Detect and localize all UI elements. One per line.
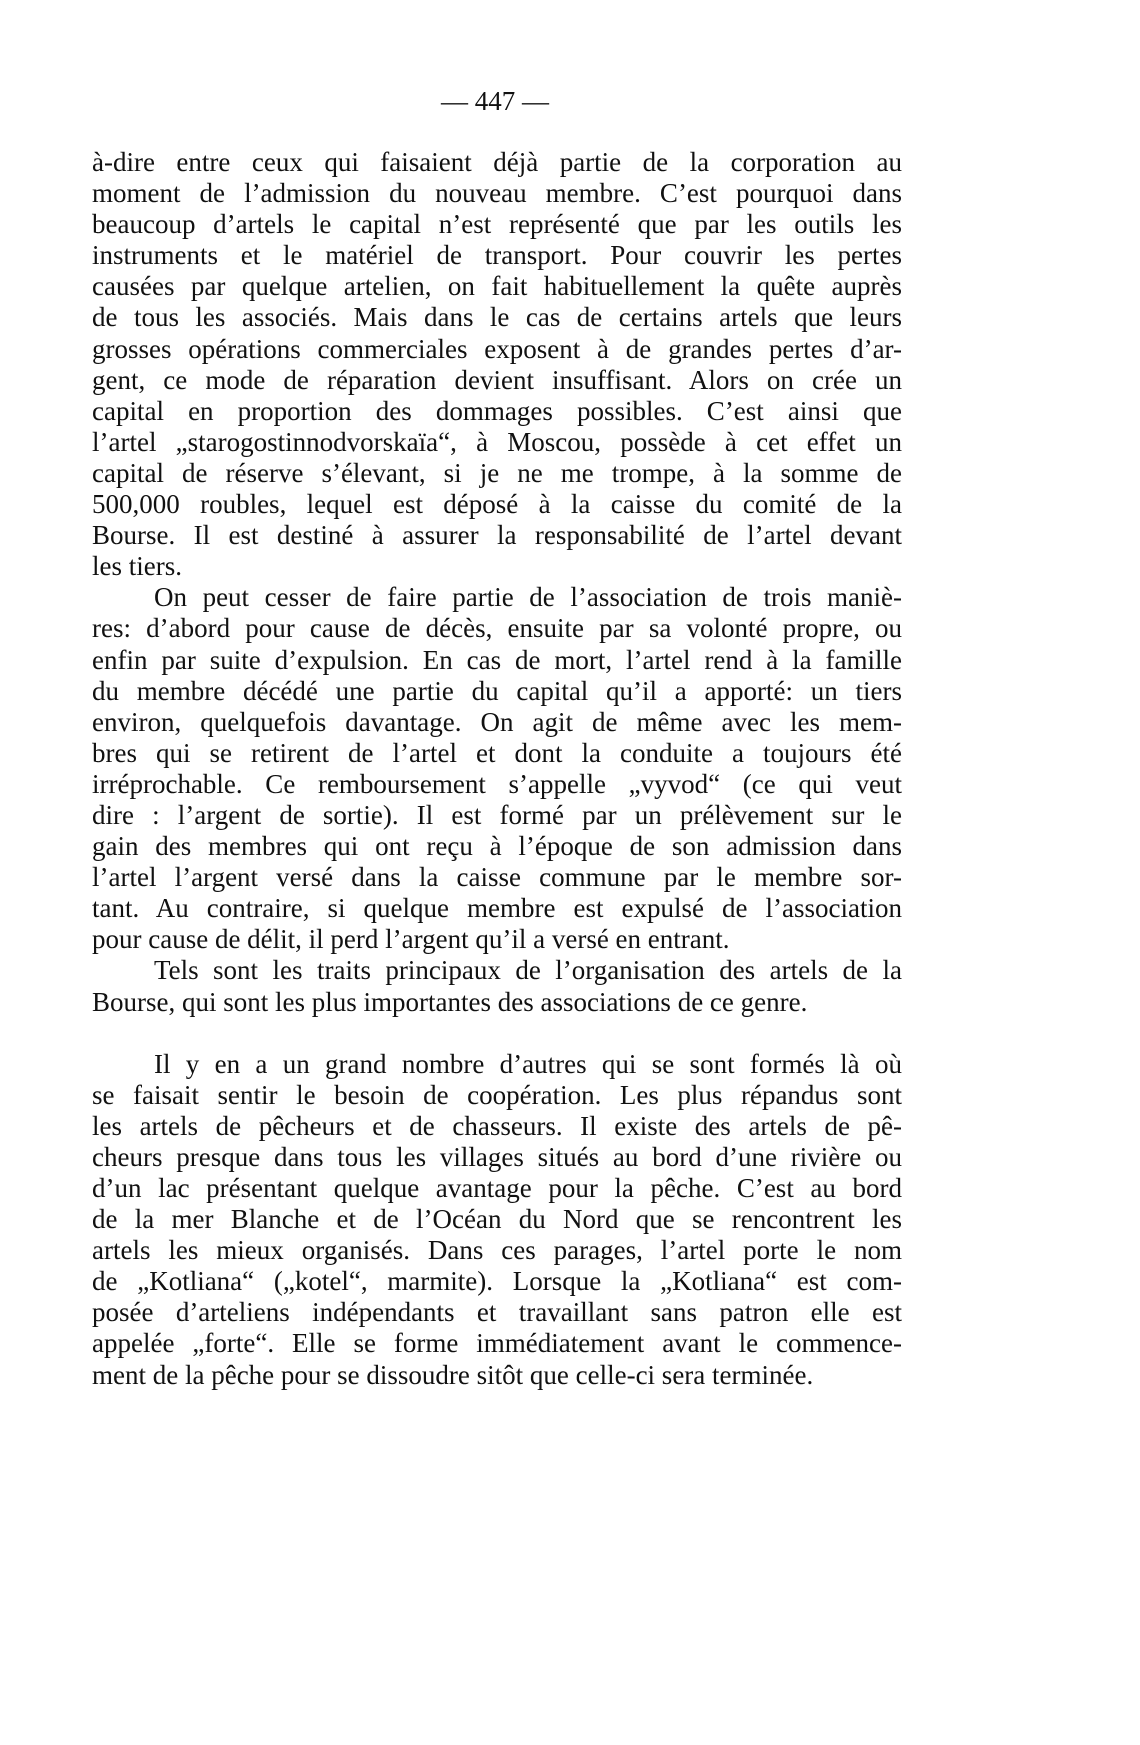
text-line: l’artel „starogostinnodvorskaïa“, à Moscou, possède à cet effet un <box>92 426 902 457</box>
text-line: d’un lac présentant quelque avantage pour la pêche. C’est au bord <box>92 1173 902 1203</box>
text-line: à-dire entre ceux qui faisaient déjà partie de la corporation au <box>92 147 902 177</box>
paragraph <box>92 955 902 1017</box>
text-line: capital de réserve s’élevant, si je ne me trompe, à la somme de <box>92 457 902 488</box>
text-line: Il y en a un grand nombre d’autres qui se sont formés là où <box>154 1048 902 1079</box>
paragraph-gap <box>92 1018 902 1049</box>
paragraph <box>92 147 902 582</box>
text-line: du membre décédé une partie du capital qu’il a apporté: un tiers <box>92 675 902 706</box>
text-line: appelée „forte“. Elle se forme immédiatement avant le commence- <box>92 1328 902 1359</box>
text-line: bres qui se retirent de l’artel et dont la conduite a toujours été <box>92 737 902 768</box>
text-line: On peut cesser de faire partie de l’association de trois maniè- <box>154 582 902 613</box>
text-line: Tels sont les traits principaux de l’organisation des artels de la <box>154 955 902 986</box>
text-line: cheurs presque dans tous les villages situés au bord d’une rivière ou <box>92 1141 902 1172</box>
text-line: gent, ce mode de réparation devient insuffisant. Alors on crée un <box>92 364 902 395</box>
text-line: se faisait sentir le besoin de coopération. Les plus répandus sont <box>92 1079 902 1110</box>
body-text <box>92 147 902 1391</box>
text-line: artels les mieux organisés. Dans ces parages, l’artel porte le nom <box>92 1235 902 1266</box>
text-line: moment de l’admission du nouveau membre. C’est pourquoi dans <box>92 178 902 209</box>
text-line: dire : l’argent de sortie). Il est formé par un prélèvement sur le <box>92 799 902 830</box>
text-line: Bourse, qui sont les plus importantes des associations de ce genre. <box>92 986 808 1017</box>
text-line: Bourse. Il est destiné à assurer la responsabilité de l’artel devant <box>92 520 902 551</box>
text-line: causées par quelque artelien, on fait habituellement la quête auprès <box>92 271 902 302</box>
text-line: tant. Au contraire, si quelque membre est expulsé de l’association <box>92 893 902 924</box>
text-line: posée d’arteliens indépendants et travaillant sans patron elle est <box>92 1297 902 1328</box>
text-line: ment de la pêche pour se dissoudre sitôt que celle-ci sera terminée. <box>92 1359 814 1390</box>
text-line: beaucoup d’artels le capital n’est représenté que par les outils les <box>92 209 902 240</box>
text-line: instruments et le matériel de transport. Pour couvrir les pertes <box>92 240 902 271</box>
text-line: pour cause de délit, il perd l’argent qu’il a versé en entrant. <box>92 924 730 955</box>
paragraph <box>92 1049 902 1391</box>
text-line: les tiers. <box>92 551 182 582</box>
text-line: irréprochable. Ce remboursement s’appelle „vyvod“ (ce qui veut <box>92 768 902 799</box>
text-line: res: d’abord pour cause de décès, ensuite par sa volonté propre, ou <box>92 613 902 644</box>
text-line: les artels de pêcheurs et de chasseurs. Il existe des artels de pê- <box>92 1110 902 1141</box>
text-line: 500,000 roubles, lequel est déposé à la caisse du comité de la <box>92 489 902 520</box>
text-line: de tous les associés. Mais dans le cas de certains artels que leurs <box>92 302 902 333</box>
paragraph <box>92 582 902 955</box>
page-number: — 447 — <box>441 86 549 116</box>
text-line: environ, quelquefois davantage. On agit de même avec les mem- <box>92 706 902 737</box>
text-line: capital en proportion des dommages possibles. C’est ainsi que <box>92 395 902 426</box>
text-line: de „Kotliana“ („kotel“, marmite). Lorsque la „Kotliana“ est com- <box>92 1266 902 1297</box>
text-line: l’artel l’argent versé dans la caisse commune par le membre sor- <box>92 862 902 893</box>
text-line: grosses opérations commerciales exposent à de grandes pertes d’ar- <box>92 333 902 364</box>
text-line: gain des membres qui ont reçu à l’époque de son admission dans <box>92 831 902 862</box>
text-line: enfin par suite d’expulsion. En cas de mort, l’artel rend à la famille <box>92 644 902 675</box>
text-line: de la mer Blanche et de l’Océan du Nord que se rencontrent les <box>92 1204 902 1235</box>
